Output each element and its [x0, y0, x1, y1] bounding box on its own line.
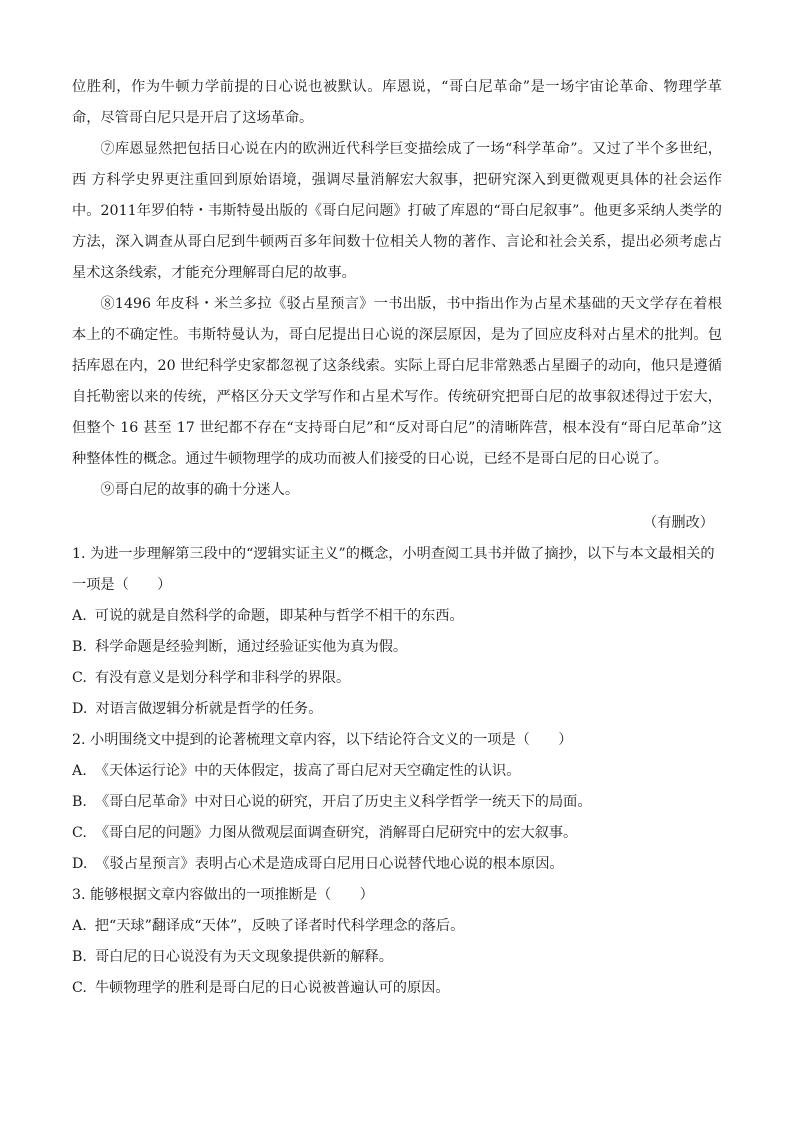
option-label: A.	[72, 763, 87, 779]
question-2	[72, 725, 722, 880]
option-label: B.	[72, 639, 87, 655]
option-label: D.	[72, 701, 88, 717]
option-text: 科学命题是经验判断，通过经验证实他为真为假。	[94, 639, 408, 655]
option-b	[72, 787, 722, 818]
question-1	[72, 539, 722, 725]
question-3	[72, 880, 722, 1004]
option-text: 《哥白尼的问题》力图从微观层面调查研究，消解哥白尼研究中的宏大叙事。	[94, 825, 578, 841]
passage-paragraph-7: ⑦库恩显然把包括日心说在内的欧洲近代科学巨变描绘成了一场“科学革命”。又过了半个多世纪，西 方科学史界更注重回到原始语境，强调尽量消解宏大叙事，把研究深入到更微观更具体的社会运作中。2011年罗伯特・韦斯特曼出版的《哥白尼问题》打破了库恩的“哥白尼叙事”。他更多采纳人类学的方法，深入调查从哥白尼到牛顿两百多年间数十位相关人物的著作、言论和社会关系，提出必须考虑占星术这条线索，才能充分理解哥白尼的故事。	[72, 141, 722, 281]
option-label: B.	[72, 949, 87, 965]
passage-paragraph-8: ⑧1496 年皮科・米兰多拉《驳占星预言》一书出版，书中指出作为占星术基础的天文学存在着根本上的不确定性。韦斯特曼认为，哥白尼提出日心说的深层原因，是为了回应皮科对占星术的批判。包括库恩在内，20 世纪科学史家都忽视了这条线索。实际上哥白尼非常熟悉占星圈子的动向，他只是遵循自托勒密以来的传统，严格区分天文学写作和占星术写作。传统研究把哥白尼的故事叙述得过于宏大，但整个 16 甚至 17 世纪都不存在“支持哥白尼”和“反对哥白尼”的清晰阵营，根本没有“哥白尼革命”这种整体性的概念。通过牛顿物理学的成功而被人们接受的日心说，已经不是哥白尼的日心说了。	[72, 296, 722, 467]
document-page	[72, 72, 722, 1004]
option-text: 牛顿物理学的胜利是哥白尼的日心说被普遍认可的原因。	[94, 980, 450, 996]
option-label: D.	[72, 856, 88, 872]
question-stem: 3. 能够根据文章内容做出的一项推断是（ ）	[72, 887, 374, 903]
passage-paragraph-9: ⑨哥白尼的故事的确十分迷人。	[100, 482, 300, 498]
option-c	[72, 663, 722, 694]
option-b	[72, 942, 722, 973]
option-text: 《哥白尼革命》中对日心说的研究，开启了历史主义科学哲学一统天下的局面。	[94, 794, 592, 810]
option-text: 有没有意义是划分科学和非科学的界限。	[94, 670, 351, 686]
option-text: 《天体运行论》中的天体假定，拔高了哥白尼对天空确定性的认识。	[94, 763, 521, 779]
option-label: C.	[72, 670, 87, 686]
option-c	[72, 973, 722, 1004]
option-a	[72, 756, 722, 787]
option-d	[72, 694, 722, 725]
option-label: A.	[72, 918, 87, 934]
passage-paragraph-continued: 位胜利，作为牛顿力学前提的日心说也被默认。库恩说，“哥白尼革命”是一场宇宙论革命、物理学革命，尽管哥白尼只是开启了这场革命。	[72, 79, 722, 126]
question-stem: 1. 为进一步理解第三段中的“逻辑实证主义”的概念，小明查阅工具书并做了摘抄，以下与本文最相关的一项是（ ）	[72, 546, 715, 593]
question-stem: 2. 小明围绕文中提到的论著梳理文章内容，以下结论符合文义的一项是（ ）	[72, 732, 573, 748]
option-text: 可说的就是自然科学的命题，即某种与哲学不相干的东西。	[94, 608, 464, 624]
option-text: 哥白尼的日心说没有为天文现象提供新的解释。	[94, 949, 393, 965]
option-c	[72, 818, 722, 849]
option-text: 把“天球”翻译成“天体”，反映了译者时代科学理念的落后。	[94, 918, 465, 934]
option-b	[72, 632, 722, 663]
source-note: （有删改）	[643, 515, 714, 531]
option-label: B.	[72, 794, 87, 810]
option-a	[72, 911, 722, 942]
option-label: A.	[72, 608, 87, 624]
option-label: C.	[72, 825, 87, 841]
option-text: 《驳占星预言》表明占心术是造成哥白尼用日心说替代地心说的根本原因。	[95, 856, 564, 872]
option-d	[72, 849, 722, 880]
option-text: 对语言做逻辑分析就是哲学的任务。	[95, 701, 323, 717]
option-label: C.	[72, 980, 87, 996]
option-a	[72, 601, 722, 632]
